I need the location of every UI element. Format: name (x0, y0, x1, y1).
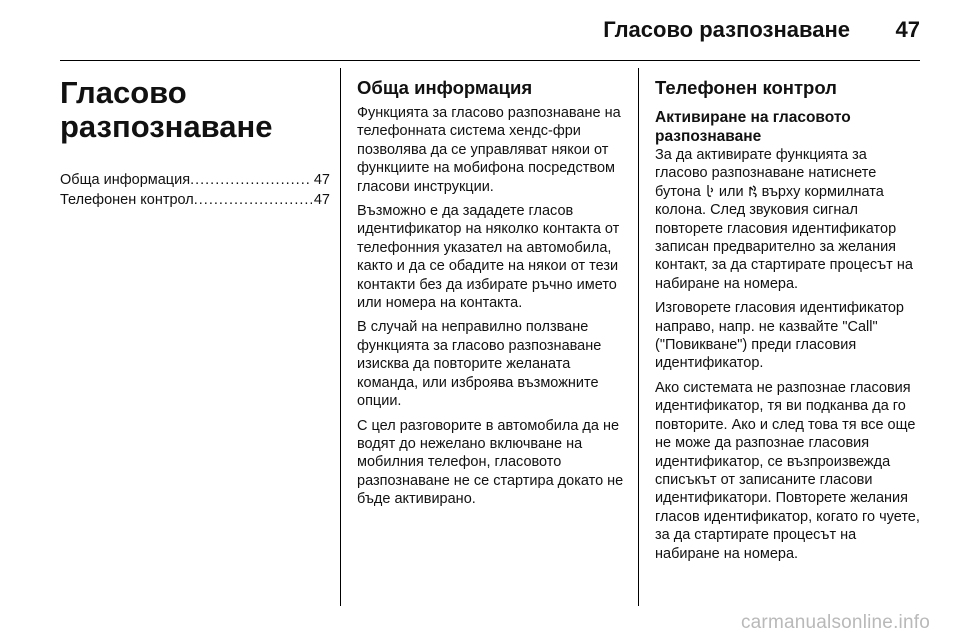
section-heading-general: Обща информация (357, 77, 533, 98)
section-heading-phone-control: Телефонен контрол (655, 77, 837, 98)
paragraph-activation (655, 146, 923, 293)
page-header (0, 0, 960, 60)
column-divider-1 (340, 68, 341, 606)
page-number: 47 (895, 17, 920, 42)
voice-button-alt-icon (748, 184, 758, 198)
paragraph: Изговорете гласовия идентификатор направо, напр. не казвайте "Call" ("Повикване") преди гласовия идентификатор. (655, 300, 904, 372)
toc-entry-label: Телефонен контрол (60, 192, 194, 208)
column-divider-2 (638, 68, 639, 606)
chapter-title-line-2: разпознаване (60, 109, 273, 144)
chapter-title-line-1: Гласово (60, 75, 187, 110)
toc-leader-dots (190, 170, 312, 190)
paragraph: Функцията за гласово разпознаване на телефонната система хендс-фри позволява да се управляват някои от функциите на мобифона посредством гласови инструкции. (357, 105, 621, 195)
chapter-title (60, 76, 330, 144)
paragraph: В случай на неправилно ползване функцията за гласово разпознаване изисква да повторите желаната команда, или изброява възможните опции. (357, 319, 602, 410)
subheading-activation: Активиране на гласовото разпознаване (655, 109, 851, 145)
phone-control-column (655, 76, 923, 569)
header-title: Гласово разпознаване (603, 17, 850, 42)
paragraph: Възможно е да зададете гласов идентификатор на няколко контакта от телефонния указател на автомобила, както и да се обадите на някои от тези контакти без да избирате ръчно името или номера на контакта. (357, 203, 620, 312)
header-rule (60, 60, 920, 61)
paragraph: Ако системата не разпознае гласовия идентификатор, тя ви подканва да го повторите. Ако и след това тя все още не може да разпознае гласовия идентификатор, се възпроизвежда списъкът от записаните гласови идентификатори. Повторете желания гласов идентификатор, когато го чуете, за да стартирате процесът на набиране на номера. (655, 379, 920, 562)
toc-entry-general[interactable] (60, 170, 330, 190)
general-info-column (357, 76, 629, 515)
text-run: За да активирате функцията за гласово разпознаване натиснете бутона (655, 147, 877, 200)
toc-leader-dots (194, 190, 312, 210)
toc-entry-page: 47 (313, 172, 330, 188)
text-run: или (714, 183, 748, 200)
toc-column (60, 76, 330, 210)
watermark: carmanualsonline.info (740, 612, 930, 633)
text-run: върху кормилната колона. След звуковия сигнал повторете гласовия идентификатор записан предварително за желания контакт, за да стартирате процесът на набиране на номера. (655, 183, 913, 292)
toc-entry-page: 47 (313, 192, 330, 208)
voice-button-icon (705, 184, 715, 198)
toc-entry-label: Обща информация (60, 172, 191, 188)
paragraph: С цел разговорите в автомобила да не водят до нежелано включване на мобилния телефон, гласовото разпознаване не се стартира докато не бъде активирано. (357, 417, 624, 508)
toc-entry-phone-control[interactable] (60, 190, 330, 210)
